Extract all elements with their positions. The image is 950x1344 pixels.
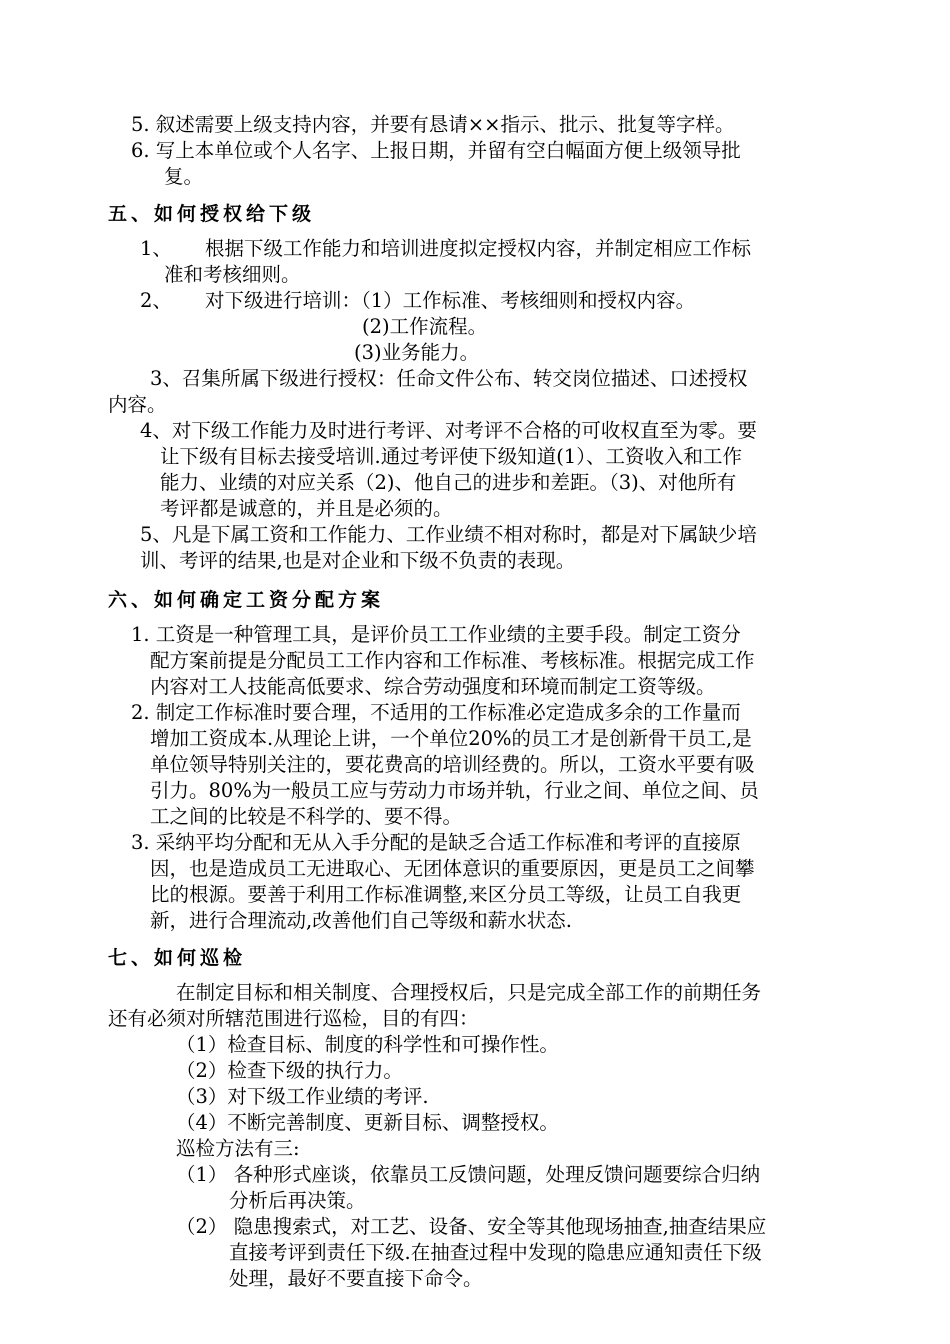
s5-item5-line1: 5、凡是下属工资和工作能力、工作业绩不相对称时，都是对下属缺少培 <box>140 523 757 546</box>
s7-intro-line2: 还有必须对所辖范围进行巡检，目的有四： <box>108 1007 479 1030</box>
s5-item2-line2: (2)工作流程。 <box>362 315 488 338</box>
s5-item4-line2: 让下级有目标去接受培训.通过考评使下级知道(1）、工资收入和工作 <box>160 445 742 468</box>
s5-item2-number: 2、 <box>140 289 172 312</box>
s5-item1-line2: 准和考核细则。 <box>164 263 301 286</box>
section-6-heading: 六、如何确定工资分配方案 <box>108 589 385 611</box>
s7-goal-4: （4）不断完善制度、更新目标、调整授权。 <box>176 1111 559 1134</box>
s7-method2-line3: 处理，最好不要直接下命令。 <box>229 1267 483 1290</box>
item-6-line1: 6. 写上本单位或个人名字、上报日期，并留有空白幅面方便上级领导批 <box>131 139 741 162</box>
s6-para1-line3: 内容对工人技能高低要求、综合劳动强度和环境而制定工资等级。 <box>150 675 716 698</box>
s7-goal-3: （3）对下级工作业绩的考评. <box>176 1085 429 1108</box>
s6-para2-line1: 2. 制定工作标准时要合理，不适用的工作标准必定造成多余的工作量而 <box>131 701 741 724</box>
s5-item2-line3: (3)业务能力。 <box>354 341 480 364</box>
s6-para1-line2: 配方案前提是分配员工工作内容和工作标准、考核标准。根据完成工作 <box>150 649 755 672</box>
s7-method1-line1: （1） 各种形式座谈，依靠员工反馈问题，处理反馈问题要综合归纳 <box>176 1163 761 1186</box>
s5-item5-line2: 训、考评的结果,也是对企业和下级不负责的表现。 <box>140 549 576 572</box>
s7-methods-label: 巡检方法有三: <box>176 1137 300 1160</box>
s5-item1-line1: 根据下级工作能力和培训进度拟定授权内容，并制定相应工作标 <box>205 237 752 260</box>
s7-method1-line2: 分析后再决策。 <box>229 1189 366 1212</box>
s6-para3-line4: 新，进行合理流动,改善他们自己等级和薪水状态. <box>150 909 572 932</box>
s5-item3-line2: 内容。 <box>108 393 167 416</box>
s5-item3-line1: 3、召集所属下级进行授权：任命文件公布、转交岗位描述、口述授权 <box>150 367 748 390</box>
s6-para3-line3: 比的根源。要善于利用工作标准调整,来区分员工等级，让员工自我更 <box>150 883 742 906</box>
s6-para2-line3: 单位领导特别关注的，要花费高的培训经费的。所以，工资水平要有吸 <box>150 753 755 776</box>
s7-intro-line1: 在制定目标和相关制度、合理授权后，只是完成全部工作的前期任务 <box>176 981 762 1004</box>
item-5: 5. 叙述需要上级支持内容，并要有恳请××指示、批示、批复等字样。 <box>131 113 735 136</box>
s5-item1-number: 1、 <box>140 237 172 260</box>
section-5-heading: 五、如何授权给下级 <box>108 203 316 225</box>
s7-method2-line1: （2） 隐患搜索式，对工艺、设备、安全等其他现场抽查,抽查结果应 <box>176 1215 767 1238</box>
s7-goal-2: （2）检查下级的执行力。 <box>176 1059 403 1082</box>
s6-para2-line5: 工之间的比较是不科学的、要不得。 <box>150 805 463 828</box>
s6-para1-line1: 1. 工资是一种管理工具，是评价员工工作业绩的主要手段。制定工资分 <box>131 623 741 646</box>
s5-item4-line3: 能力、业绩的对应关系（2)、他自己的进步和差距。（3)、对他所有 <box>160 471 737 494</box>
s6-para3-line2: 因，也是造成员工无进取心、无团体意识的重要原因，更是员工之间攀 <box>150 857 755 880</box>
section-7-heading: 七、如何巡检 <box>108 947 247 969</box>
s6-para2-line4: 引力。80%为一般员工应与劳动力市场并轨，行业之间、单位之间、员 <box>150 779 759 802</box>
s6-para3-line1: 3. 采纳平均分配和无从入手分配的是缺乏合适工作标准和考评的直接原 <box>131 831 741 854</box>
s5-item2-line1: 对下级进行培训：（1）工作标准、考核细则和授权内容。 <box>205 289 696 312</box>
s7-goal-1: （1）检查目标、制度的科学性和可操作性。 <box>176 1033 559 1056</box>
s6-para2-line2: 增加工资成本.从理论上讲，一个单位20%的员工才是创新骨干员工,是 <box>150 727 752 750</box>
item-6-line2: 复。 <box>164 165 204 188</box>
s5-item4-line4: 考评都是诚意的，并且是必须的。 <box>160 497 453 520</box>
s7-method2-line2: 直接考评到责任下级.在抽查过程中发现的隐患应通知责任下级 <box>229 1241 762 1264</box>
s5-item4-line1: 4、对下级工作能力及时进行考评、对考评不合格的可收权直至为零。要 <box>140 419 757 442</box>
